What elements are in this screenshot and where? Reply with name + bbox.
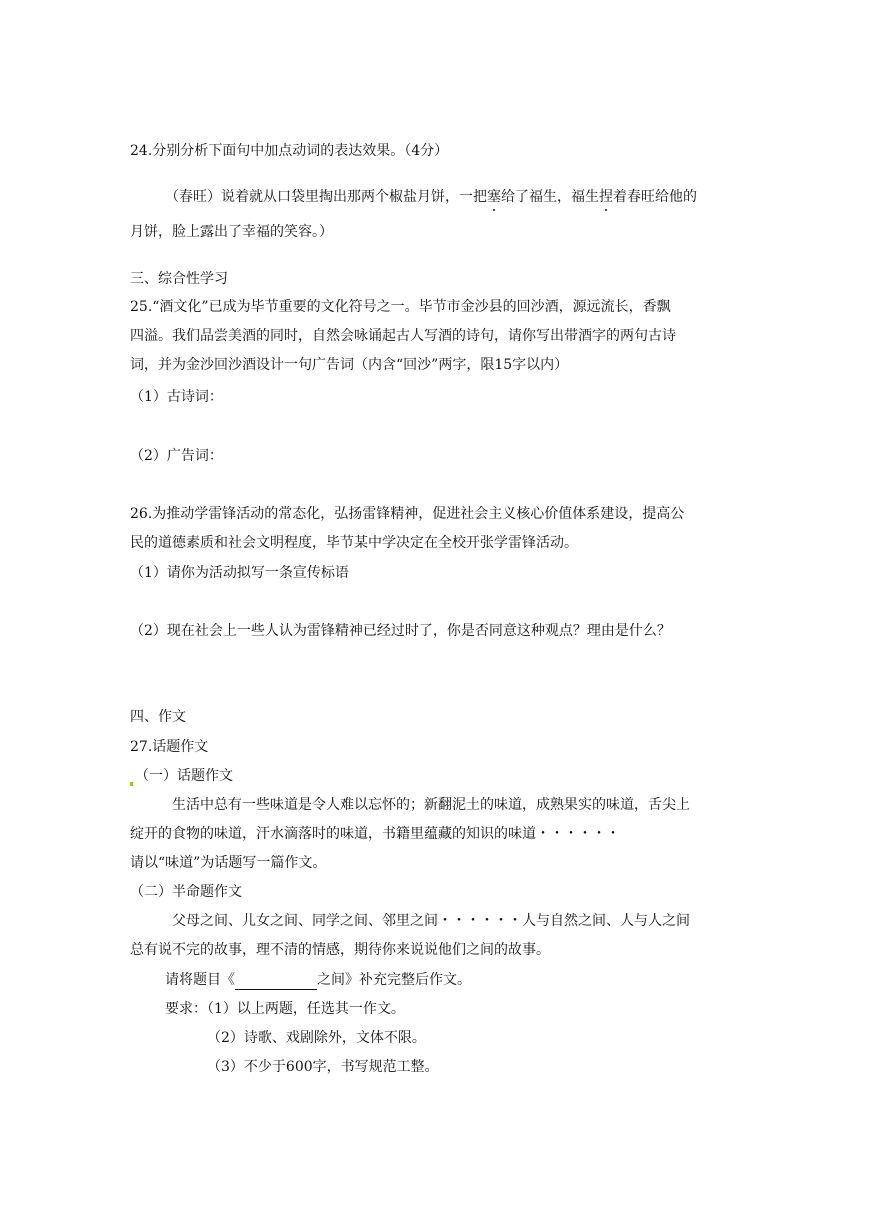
q25-sub1: （1）古诗词： xyxy=(130,389,223,405)
q27-part2-line1: 父母之间、儿女之间、同学之间、邻里之间・・・・・・人与自然之间、人与人之间 xyxy=(172,913,690,929)
q24-passage-seg-a: （春旺）说着就从口袋里掏出那两个椒盐月饼，一把 xyxy=(165,189,487,205)
section4-heading: 四、作文 xyxy=(130,709,186,725)
title-fill-blank xyxy=(235,975,317,990)
q27-part2-line2: 总有说不完的故事，理不清的情感，期待你来说说他们之间的故事。 xyxy=(130,942,550,958)
q27-requirement-2: （2）诗歌、戏剧除外，文体不限。 xyxy=(207,1030,426,1046)
q27-title: 27.话题作文 xyxy=(130,739,209,755)
q27-part2-heading: （二）半命题作文 xyxy=(130,884,242,900)
margin-mark xyxy=(130,782,133,786)
q26-line1: 26.为推动学雷锋活动的常态化，弘扬雷锋精神，促进社会主义核心价值体系建设，提高公 xyxy=(130,506,685,522)
q27-part1-heading-row xyxy=(130,766,233,786)
q24-dotted-verb-1: 塞 xyxy=(487,189,501,205)
q26-sub1: （1）请你为活动拟写一条宣传标语 xyxy=(130,565,349,581)
q27-title-suffix: 之间》补充完整后作文。 xyxy=(317,972,471,988)
q26-sub2: （2）现在社会上一些人认为雷锋精神已经过时了，你是否同意这种观点？理由是什么？ xyxy=(130,623,671,639)
q27-part1-heading: （一）话题作文 xyxy=(135,768,233,784)
section3-heading: 三、综合性学习 xyxy=(130,271,228,287)
q24-passage-line2: 月饼，脸上露出了幸福的笑容。） xyxy=(130,224,333,240)
q26-line2: 民的道德素质和社会文明程度，毕节某中学决定在全校开张学雷锋活动。 xyxy=(130,535,578,551)
q25-sub2: （2）广告词： xyxy=(130,448,223,464)
q25-line2: 四溢。我们品尝美酒的同时，自然会咏诵起古人写酒的诗句，请你写出带酒字的两句古诗 xyxy=(130,328,676,344)
q25-line1: 25.“酒文化”已成为毕节重要的文化符号之一。毕节市金沙县的回沙酒，源远流长，香飘 xyxy=(130,299,671,315)
q27-part1-line1: 生活中总有一些味道是令人难以忘怀的；新翻泥土的味道，成熟果实的味道，舌尖上 xyxy=(172,797,690,813)
q27-requirement-1: 要求：（1）以上两题，任选其一作文。 xyxy=(165,1001,405,1017)
q27-requirement-3: （3）不少于600字，书写规范工整。 xyxy=(207,1059,439,1075)
q24-prompt: 24.分别分析下面句中加点动词的表达效果。（4分） xyxy=(130,143,449,159)
q25-line3: 词，并为金沙回沙酒设计一句广告词（内含“回沙”两字，限15字以内） xyxy=(130,357,569,373)
q27-part2-line3 xyxy=(165,970,471,990)
q24-passage-seg-b: 给了福生，福生 xyxy=(501,189,599,205)
q24-dotted-verb-2: 捏 xyxy=(599,189,613,205)
q27-part1-line3: 请以“味道”为话题写一篇作文。 xyxy=(130,855,327,871)
q24-passage-seg-c: 着春旺给他的 xyxy=(613,189,697,205)
q27-part1-line2: 绽开的食物的味道，汗水滴落时的味道，书籍里蕴藏的知识的味道・・・・・・ xyxy=(130,826,620,842)
q27-title-prefix: 请将题目《 xyxy=(165,972,235,988)
q24-passage-line1 xyxy=(165,187,697,207)
